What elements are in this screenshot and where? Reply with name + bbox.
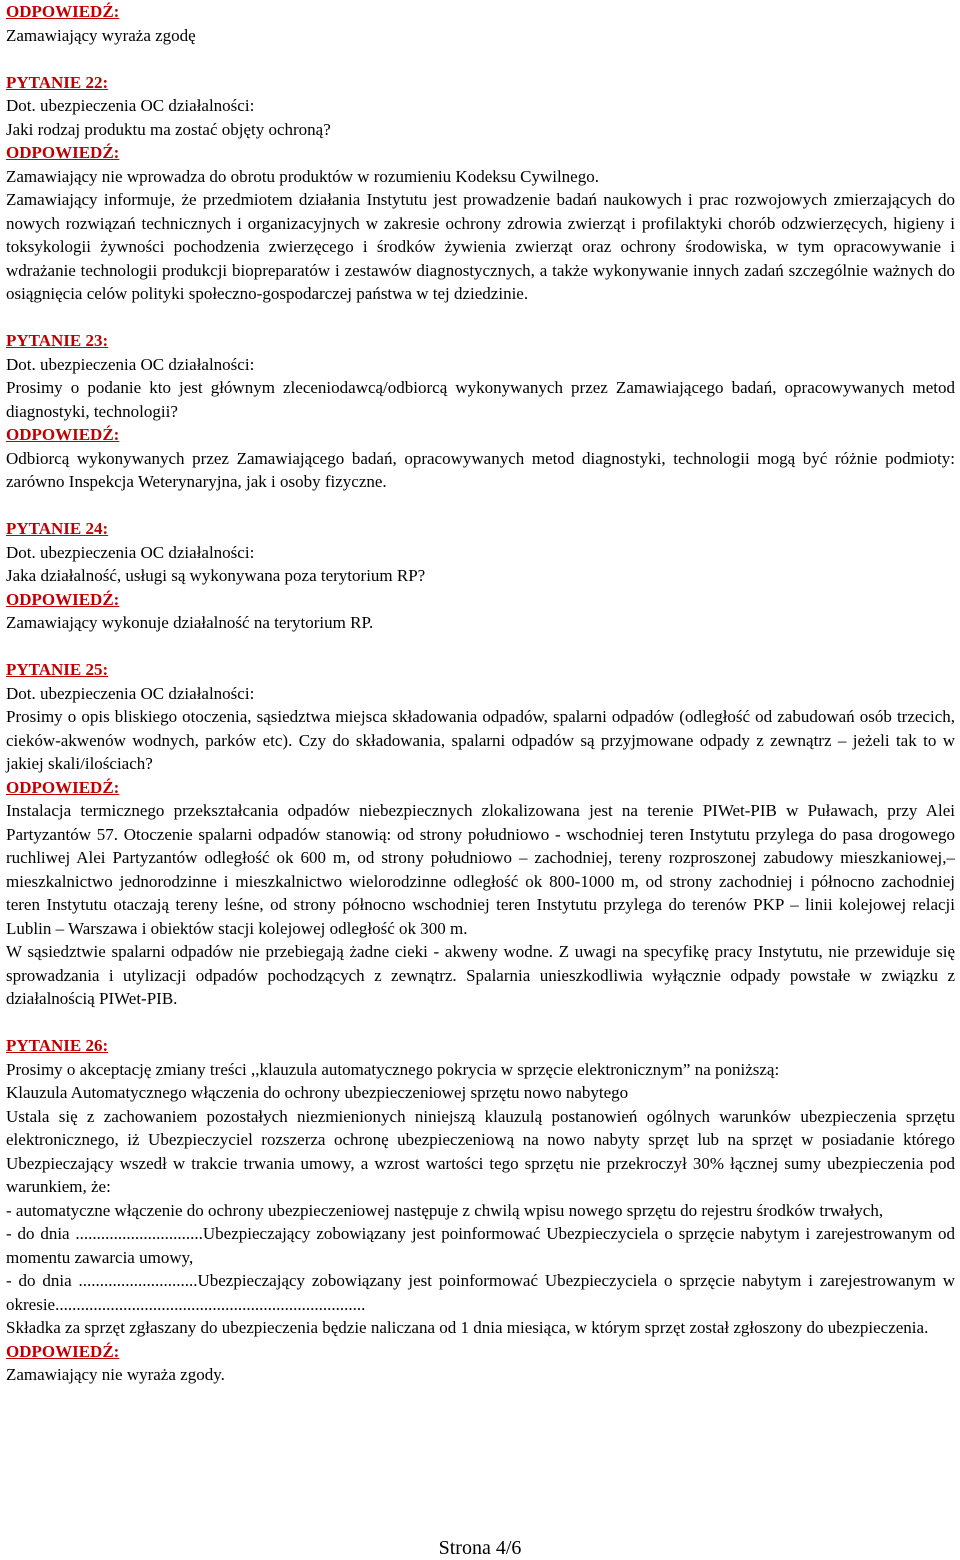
question-26-heading: PYTANIE 26: [6, 1036, 109, 1055]
page-number: Strona 4/6 [438, 1537, 522, 1559]
question-26-text-5: - do dnia ..............................Ubezpieczający zobowiązany jest poinformować Ubezpieczyciela o sprzęcie nabytym i zarejestrowanym od momentu zawarcia umowy, [6, 1224, 955, 1267]
answer-22-text-1: Zamawiający nie wprowadza do obrotu produktów w rozumieniu Kodeksu Cywilnego. [6, 166, 599, 186]
question-22-text: Jaki rodzaj produktu ma zostać objęty ochroną? [6, 119, 331, 139]
spacer [6, 47, 955, 71]
question-23-scope: Dot. ubezpieczenia OC działalności: [6, 354, 255, 374]
answer-25-text-1: Instalacja termicznego przekształcania odpadów niebezpiecznych zlokalizowana jest na terenie PIWet-PIB w Puławach, przy Alei Partyzantów 57. Otoczenie spalarni odpadów stanowią: od strony południowo - wschodniej teren Instytutu przylega do pasa drogowego ruchliwej Alei Partyzantów odległość ok 600 m, od strony południowo – zachodniej, tereny rozproszonej zabudowy mieszkaniowej,– mieszkalnictwo jednorodzinne i mieszkalnictwo wielorodzinne odległość ok 800-1000 m, od strony zachodniej i północno zachodniej teren Instytutu otaczają tereny leśne, od strony północno wschodniej teren Instytutu przylega do terenów PKP – linii kolejowej relacji Lublin – Warszawa i obiektów stacji kolejowej odległość ok 300 m. [6, 801, 955, 938]
question-24-heading: PYTANIE 24: [6, 519, 109, 538]
spacer [6, 1011, 955, 1035]
question-22-heading: PYTANIE 22: [6, 72, 109, 92]
question-25-scope: Dot. ubezpieczenia OC działalności: [6, 683, 255, 703]
answer-text: Zamawiający wyraża zgodę [6, 25, 196, 45]
question-23-heading: PYTANIE 23: [6, 331, 109, 350]
question-26-text-1: Prosimy o akceptację zmiany treści ,,klauzula automatycznego pokrycia w sprzęcie elektronicznym” na poniższą: [6, 1059, 780, 1079]
question-26-text-3: Ustala się z zachowaniem pozostałych niezmienionych niniejszą klauzulą postanowień ogólnych warunków ubezpieczenia sprzętu elektronicznego, iż Ubezpieczyciel rozszerza ochronę ubezpieczeniową na nowo nabyty sprzęt lub na sprzęt w posiadanie którego Ubezpieczający wszedł w trakcie trwania umowy, a wzrost wartości tego sprzętu nie przekroczył 30% łącznej sumy ubezpieczenia pod warunkiem, że: [6, 1106, 955, 1196]
answer-25-text-2: W sąsiedztwie spalarni odpadów nie przebiegają żadne cieki - akweny wodne. Z uwagi na specyfikę pracy Instytutu, nie przewiduje się sprowadzania i utylizacji odpadów pochodzących z zewnątrz. Spalarnia unieszkodliwia wyłącznie odpady powstałe w związku z działalnością PIWet-PIB. [6, 942, 955, 1008]
answer-26-text: Zamawiający nie wyraża zgody. [6, 1365, 225, 1384]
answer-22-text-2: Zamawiający informuje, że przedmiotem działania Instytutu jest prowadzenie badań naukowych i prac rozwojowych zmierzających do nowych rozwiązań technicznych i organizacyjnych w zakresie ochrony zdrowia zwierząt i profilaktyki chorób odzwierzęcych, higieny i toksykologii żywności pochodzenia zwierzęcego i środków żywienia zwierząt oraz ochrony środowiska, w tym opracowywanie i wdrażanie technologii produkcji biopreparatów i zestawów diagnostycznych, a także wykonywanie innych zadań szczególnie ważnych do osiągnięcia celów polityki społeczno-gospodarczej państwa w tej dziedzinie. [6, 190, 955, 303]
question-22-scope: Dot. ubezpieczenia OC działalności: [6, 96, 255, 115]
question-24-scope: Dot. ubezpieczenia OC działalności: [6, 542, 255, 562]
spacer [6, 494, 955, 518]
question-25-heading: PYTANIE 25: [6, 660, 109, 679]
answer-26-heading: ODPOWIEDŹ: [6, 1341, 120, 1361]
question-26-text-4: - automatyczne włączenie do ochrony ubezpieczeniowej następuje z chwilą wpisu nowego sprzętu do rejestru środków trwałych, [6, 1200, 884, 1220]
question-26-clause-title: Klauzula Automatycznego włączenia do ochrony ubezpieczeniowej sprzętu nowo nabytego [6, 1083, 629, 1102]
question-26-text-6: - do dnia ............................Ubezpieczający zobowiązany jest poinformować Ubezpieczyciela o sprzęcie nabytym i zarejestrowanym w okresie......................................................................... [6, 1271, 955, 1314]
question-25-text: Prosimy o opis bliskiego otoczenia, sąsiedztwa miejsca składowania odpadów, spalarni odpadów (odległość od zabudowań osób trzecich, cieków-akwenów wodnych, parków etc). Czy do składowania, spalarni odpadów są przyjmowane odpady z zewnątrz – jeżeli tak to w jakiej skali/ilościach? [6, 707, 955, 773]
spacer [6, 306, 955, 330]
answer-25-heading: ODPOWIEDŹ: [6, 777, 120, 797]
spacer [6, 635, 955, 659]
answer-22-heading: ODPOWIEDŹ: [6, 143, 120, 162]
answer-24-text: Zamawiający wykonuje działalność na terytorium RP. [6, 613, 374, 632]
answer-heading: ODPOWIEDŹ: [6, 2, 120, 21]
document-page [6, 0, 955, 1387]
question-24-text: Jaka działalność, usługi są wykonywana poza terytorium RP? [6, 566, 426, 585]
question-26-text-7: Składka za sprzęt zgłaszany do ubezpieczenia będzie naliczana od 1 dnia miesiąca, w którym sprzęt został zgłoszony do ubezpieczenia. [6, 1318, 929, 1337]
answer-24-heading: ODPOWIEDŹ: [6, 589, 120, 609]
answer-23-text: Odbiorcą wykonywanych przez Zamawiającego badań, opracowywanych metod diagnostyki, technologii mogą być różnie podmioty: zarówno Inspekcja Weterynaryjna, jak i osoby fizyczne. [6, 448, 955, 491]
answer-23-heading: ODPOWIEDŹ: [6, 425, 120, 444]
question-23-text: Prosimy o podanie kto jest głównym zleceniodawcą/odbiorcą wykonywanych przez Zamawiającego badań, opracowywanych metod diagnostyki, technologii? [6, 378, 955, 421]
